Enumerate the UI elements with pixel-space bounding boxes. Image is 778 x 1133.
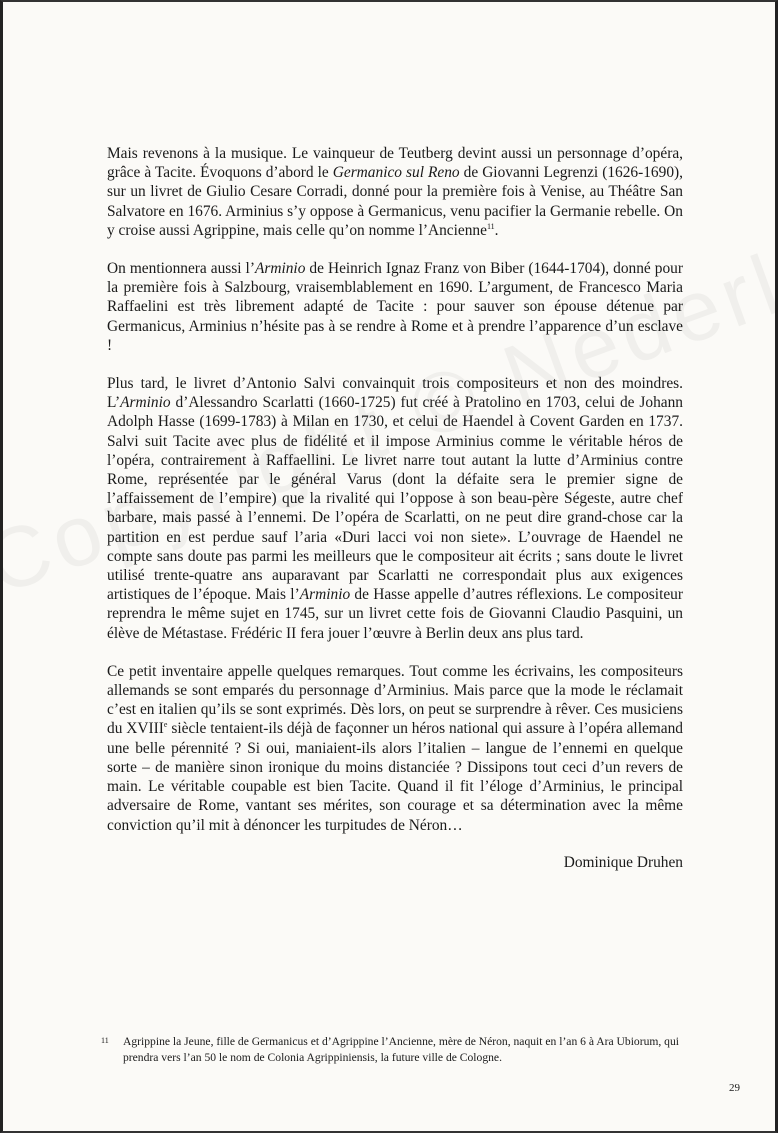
author-signature: Dominique Druhen [563,854,683,871]
text-segment: Plus tard, le livret d’Antonio Salvi convainquit trois compositeurs et non des moindres. L’ [107,375,683,412]
paragraph [107,144,683,240]
text-segment: siècle tentaient-ils déjà de façonner un héros national qui assure à l’opéra allemand une belle pérennité ? Si oui, maniaient-ils alors l’italien – langue de l’ennemi en quelque sorte – de manière sinon ironique du moins distanciée ? Dissipons tout ceci d’un revers de main. Le véritable coupable est bien Tacite. Quand il fit l’éloge d’Arminius, le principal adversaire de Rome, vantant ses mérites, son courage et sa détermination avec la même conviction qu’il mit à dénoncer les turpitudes de Néron… [107,720,683,834]
footnote [101,1034,683,1066]
text-segment: Mais revenons à la musique. Le vainqueur de Teutberg devint aussi un personnage d’opéra, grâce à Tacite. Évoquons d’abord le [107,145,683,182]
text-segment: de Giovanni Legrenzi (1626-1690), sur un livret de Giulio Cesare Corradi, donné pour la première fois à Venise, au Théâtre San Salvatore en 1676. Arminius s’y oppose à Germanicus, venu pacifier la Germanie rebelle. On y croise aussi Agrippine, mais celle qu’on nomme l’Ancienne [107,164,683,239]
italic-title: Arminio [299,586,351,604]
paragraph [107,374,683,643]
paragraph [107,259,683,355]
italic-title: Arminio [120,394,171,412]
footnote-text: Agrippine la Jeune, fille de Germanicus et d’Agrippine l’Ancienne, mère de Néron, naquit en l’an 6 à Ara Ubiorum, qui prendra vers l’an 50 le nom de Colonia Agrippiniensis, la future ville de Cologne. [123,1035,679,1064]
italic-title: Germanico sul Reno [332,164,460,182]
text-segment: d’Alessandro Scarlatti (1660-1725) fut créé à Pratolino en 1703, celui de Johann Adolph Hasse (1699-1783) à Milan en 1730, et celui de Haendel à Covent Garden en 1737. Salvi suit Tacite avec plus de fidélité et il impose Arminius comme le véritable héros de l’opéra, contrairement à Raffaellini. Le livret narre tout autant la lutte d’Arminius contre Rome, représentée par le général Varus (dont la défaite sera le premier signe de l’affaissement de l’empire) que la rivalité qui l’oppose à son beau-père Ségeste, autre chef barbare, mais passé à l’ennemi. De l’opéra de Scarlatti, on ne peut dire grand-chose car la partition en est perdue sauf l’aria «Duri lacci voi non siete». L’ouvrage de Haendel ne compte sans doute pas parmi les meilleurs que le compositeur ait écrits ; sans doute le livret utilisé trente-quatre ans auparavant par Scarlatti ne correspondait plus aux exigences artistiques de l’époque. Mais l’ [107,394,683,604]
text-segment: . [494,221,499,239]
article-body [107,144,683,835]
superscript: 11 [486,221,495,231]
text-segment: On mentionnera aussi l’ [107,260,255,278]
text-segment: Ce petit inventaire appelle quelques remarques. Tout comme les écrivains, les compositeurs allemands se sont emparés du personnage d’Arminius. Mais parce que la mode le réclamait c’est en italien qu’ils se sont exprimés. Dès lors, on peut se surprendre à rêver. Ces musiciens du XVIII [107,662,683,738]
footnote-mark: 11 [101,1036,109,1045]
paragraph [107,662,683,835]
italic-title: Arminio [254,260,306,278]
page-number: 29 [729,1082,740,1094]
text-segment: de Heinrich Ignaz Franz von Biber (1644-1704), donné pour la première fois à Salzbourg, vraisemblablement en 1690. L’argument, de Francesco Maria Raffaelini est très librement adapté de Tacite : pour sauver son épouse détenue par Germanicus, Arminius n’hésite pas à se rendre à Rome et à prendre l’apparence d’un esclave ! [107,260,683,354]
superscript: e [163,720,168,730]
text-segment: de Hasse appelle d’autres réflexions. Le compositeur reprendra le même sujet en 1745, sur un livret cette fois de Giovanni Claudio Pasquini, un élève de Métastase. Frédéric II fera jouer l’œuvre à Berlin deux ans plus tard. [107,586,683,642]
